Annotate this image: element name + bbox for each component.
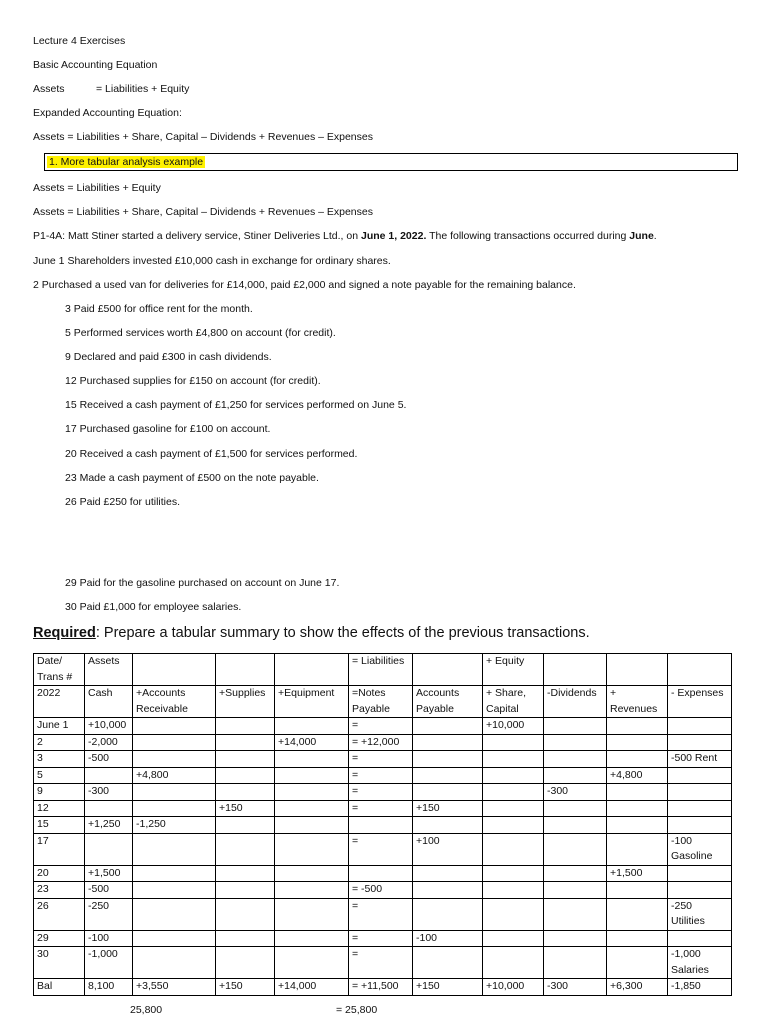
table-cell [607, 751, 668, 768]
problem-end: . [653, 230, 657, 242]
table-cell [85, 800, 133, 817]
table-cell [133, 882, 216, 899]
problem-date: June 1, 2022. [360, 230, 427, 242]
table-cell: -300 [544, 784, 607, 801]
transaction-15: 15 Received a cash payment of £1,250 for services performed on June 5. [65, 399, 407, 411]
table-cell [349, 817, 413, 834]
table-cell: +4,800 [133, 767, 216, 784]
table-cell [413, 734, 483, 751]
table-cell: = +11,500 [349, 979, 413, 996]
table-cell [544, 734, 607, 751]
table-cell [85, 767, 133, 784]
basic-equation [33, 83, 189, 95]
table-cell: 3 [34, 751, 85, 768]
table-cell [607, 882, 668, 899]
table-cell [216, 947, 275, 979]
table-cell: 5 [34, 767, 85, 784]
expanded-equation-heading: Expanded Accounting Equation: [33, 107, 182, 119]
table-cell [275, 898, 349, 930]
table-cell: Assets [85, 654, 133, 686]
table-cell: -1,850 [668, 979, 732, 996]
table-cell: +10,000 [483, 718, 544, 735]
required-text: : Prepare a tabular summary to show the effects of the previous transactions. [95, 625, 590, 641]
tabular-summary-table [33, 653, 732, 996]
equation-assets: Assets [33, 83, 65, 95]
total-claims: = 25,800 [336, 1004, 378, 1016]
table-cell: = [349, 898, 413, 930]
table-cell: -500 Rent [668, 751, 732, 768]
table-cell [413, 898, 483, 930]
equation-rhs: = Liabilities + Equity [96, 83, 190, 95]
table-cell [668, 817, 732, 834]
table-cell [133, 654, 216, 686]
table-cell: =Notes Payable [349, 686, 413, 718]
table-cell: Cash [85, 686, 133, 718]
problem-pre: P1-4A: Matt Stiner started a delivery service, Stiner Deliveries Ltd., on [33, 230, 361, 242]
table-cell: -100 [85, 930, 133, 947]
table-cell [668, 654, 732, 686]
table-cell: = [349, 767, 413, 784]
table-cell [275, 784, 349, 801]
table-cell: -500 [85, 882, 133, 899]
table-cell: 29 [34, 930, 85, 947]
table-cell: + Share, Capital [483, 686, 544, 718]
table-cell: +3,550 [133, 979, 216, 996]
table-cell: 2 [34, 734, 85, 751]
table-cell: +100 [413, 833, 483, 865]
table-cell [668, 865, 732, 882]
table-cell [413, 817, 483, 834]
table-cell [544, 654, 607, 686]
table-cell [607, 784, 668, 801]
table-cell: 17 [34, 833, 85, 865]
table-cell: 8,100 [85, 979, 133, 996]
table-cell [275, 767, 349, 784]
table-cell: +14,000 [275, 734, 349, 751]
table-cell: = [349, 833, 413, 865]
table-cell [413, 865, 483, 882]
table-cell [275, 865, 349, 882]
table-cell: = [349, 784, 413, 801]
table-cell: -1,000 [85, 947, 133, 979]
table-cell [133, 865, 216, 882]
problem-statement [33, 230, 657, 242]
table-row [34, 882, 732, 899]
equation-line-1: Assets = Liabilities + Equity [33, 182, 161, 194]
table-cell: -1,250 [133, 817, 216, 834]
table-cell [216, 898, 275, 930]
table-cell: = [349, 930, 413, 947]
table-cell [216, 930, 275, 947]
table-cell: -1,000 Salaries [668, 947, 732, 979]
table-cell [544, 800, 607, 817]
table-cell [275, 882, 349, 899]
basic-equation-heading: Basic Accounting Equation [33, 59, 158, 71]
table-cell: = Liabilities [349, 654, 413, 686]
table-cell: 20 [34, 865, 85, 882]
table-row [34, 800, 732, 817]
table-cell [216, 784, 275, 801]
table-cell [216, 882, 275, 899]
table-row [34, 947, 732, 979]
table-cell [133, 930, 216, 947]
table-cell [413, 767, 483, 784]
table-cell [607, 898, 668, 930]
table-cell [668, 767, 732, 784]
table-cell: -300 [544, 979, 607, 996]
table-row [34, 718, 732, 735]
table-cell [216, 734, 275, 751]
table-row [34, 734, 732, 751]
table-cell [483, 833, 544, 865]
table-cell [483, 898, 544, 930]
table-cell: -250 [85, 898, 133, 930]
table-cell: +150 [216, 979, 275, 996]
table-cell [133, 833, 216, 865]
table-cell [483, 947, 544, 979]
table-cell: 9 [34, 784, 85, 801]
table-cell: -Dividends [544, 686, 607, 718]
table-cell: = +12,000 [349, 734, 413, 751]
table-row [34, 898, 732, 930]
table-cell [483, 865, 544, 882]
table-cell [544, 767, 607, 784]
table-cell [607, 817, 668, 834]
table-header-row [34, 654, 732, 686]
table-cell [668, 784, 732, 801]
table-cell: = -500 [349, 882, 413, 899]
table-cell [483, 882, 544, 899]
table-cell [483, 734, 544, 751]
table-cell [483, 767, 544, 784]
table-cell [544, 898, 607, 930]
transaction-29: 29 Paid for the gasoline purchased on account on June 17. [65, 577, 340, 589]
table-cell: +14,000 [275, 979, 349, 996]
table-cell: +Supplies [216, 686, 275, 718]
table-cell [668, 800, 732, 817]
table-cell [668, 882, 732, 899]
table-cell: = [349, 718, 413, 735]
table-cell: = [349, 800, 413, 817]
table-cell: +150 [413, 800, 483, 817]
table-cell [607, 734, 668, 751]
expanded-equation: Assets = Liabilities + Share, Capital – Dividends + Revenues – Expenses [33, 131, 373, 143]
table-cell [413, 947, 483, 979]
table-cell: June 1 [34, 718, 85, 735]
transaction-20: 20 Received a cash payment of £1,500 for services performed. [65, 448, 358, 460]
table-cell: -100 Gasoline [668, 833, 732, 865]
table-cell: = [349, 947, 413, 979]
table-cell [544, 833, 607, 865]
required-instruction [33, 625, 590, 641]
table-cell: 23 [34, 882, 85, 899]
table-cell [668, 930, 732, 947]
table-cell [275, 833, 349, 865]
transaction-26: 26 Paid £250 for utilities. [65, 496, 180, 508]
table-cell [483, 817, 544, 834]
transaction-june-1: June 1 Shareholders invested £10,000 cash in exchange for ordinary shares. [33, 255, 391, 267]
table-cell [133, 898, 216, 930]
table-cell [483, 800, 544, 817]
table-cell [275, 800, 349, 817]
table-cell [216, 865, 275, 882]
table-cell: +1,500 [607, 865, 668, 882]
table-cell: = [349, 751, 413, 768]
table-cell [413, 718, 483, 735]
table-cell [216, 767, 275, 784]
problem-mid: The following transactions occurred during [426, 230, 630, 242]
table-row [34, 865, 732, 882]
table-cell [275, 751, 349, 768]
table-cell [413, 784, 483, 801]
table-cell: -250 Utilities [668, 898, 732, 930]
table-cell [216, 654, 275, 686]
table-cell [483, 751, 544, 768]
table-cell [544, 718, 607, 735]
table-cell [275, 718, 349, 735]
transaction-2: 2 Purchased a used van for deliveries for £14,000, paid £2,000 and signed a note payable for the remaining balance. [33, 279, 576, 291]
table-cell: + Revenues [607, 686, 668, 718]
transaction-9: 9 Declared and paid £300 in cash dividends. [65, 351, 272, 363]
table-row [34, 930, 732, 947]
table-cell [275, 947, 349, 979]
table-cell [216, 751, 275, 768]
table-row [34, 751, 732, 768]
table-cell [544, 817, 607, 834]
table-cell: +1,250 [85, 817, 133, 834]
table-cell [607, 833, 668, 865]
table-cell: +6,300 [607, 979, 668, 996]
doc-title: Lecture 4 Exercises [33, 35, 126, 47]
table-cell: +1,500 [85, 865, 133, 882]
table-cell [668, 734, 732, 751]
table-cell: 15 [34, 817, 85, 834]
table-cell [544, 882, 607, 899]
equation-line-2: Assets = Liabilities + Share, Capital – Dividends + Revenues – Expenses [33, 206, 373, 218]
table-cell [483, 784, 544, 801]
table-cell [216, 833, 275, 865]
table-cell: Date/ Trans # [34, 654, 85, 686]
transaction-5: 5 Performed services worth £4,800 on account (for credit). [65, 327, 336, 339]
table-cell [85, 833, 133, 865]
table-cell: +150 [413, 979, 483, 996]
table-cell [607, 654, 668, 686]
table-cell [275, 817, 349, 834]
table-cell [275, 654, 349, 686]
table-cell: +Equipment [275, 686, 349, 718]
table-cell: 26 [34, 898, 85, 930]
transaction-17: 17 Purchased gasoline for £100 on account. [65, 423, 271, 435]
transaction-12: 12 Purchased supplies for £150 on account (for credit). [65, 375, 321, 387]
table-cell [133, 718, 216, 735]
table-row [34, 817, 732, 834]
transaction-30: 30 Paid £1,000 for employee salaries. [65, 601, 242, 613]
required-label: Required [33, 625, 96, 641]
table-cell [413, 751, 483, 768]
table-cell [544, 947, 607, 979]
table-cell [544, 751, 607, 768]
table-cell: -2,000 [85, 734, 133, 751]
table-cell: 12 [34, 800, 85, 817]
table-cell [544, 865, 607, 882]
table-cell [413, 882, 483, 899]
table-cell [275, 930, 349, 947]
table-cell [133, 784, 216, 801]
table-cell: 2022 [34, 686, 85, 718]
table-cell [216, 817, 275, 834]
table-cell [133, 751, 216, 768]
table-cell [668, 718, 732, 735]
table-header-row [34, 686, 732, 718]
table-cell [607, 930, 668, 947]
table-cell: 30 [34, 947, 85, 979]
total-assets: 25,800 [130, 1004, 163, 1016]
table-cell [216, 718, 275, 735]
table-cell: Accounts Payable [413, 686, 483, 718]
table-row [34, 833, 732, 865]
transaction-23: 23 Made a cash payment of £500 on the note payable. [65, 472, 319, 484]
table-cell [413, 654, 483, 686]
table-cell: + Equity [483, 654, 544, 686]
table-cell [544, 930, 607, 947]
callout-text: 1. More tabular analysis example [49, 156, 204, 168]
table-cell [607, 800, 668, 817]
section-callout [44, 153, 738, 171]
table-cell [607, 718, 668, 735]
table-cell [133, 734, 216, 751]
problem-month: June [629, 230, 654, 242]
table-cell: +4,800 [607, 767, 668, 784]
table-cell: +Accounts Receivable [133, 686, 216, 718]
transaction-3: 3 Paid £500 for office rent for the month. [65, 303, 253, 315]
table-row [34, 979, 732, 996]
table-cell: +150 [216, 800, 275, 817]
table-cell: Bal [34, 979, 85, 996]
table-cell [133, 800, 216, 817]
table-cell: +10,000 [85, 718, 133, 735]
table-cell: - Expenses [668, 686, 732, 718]
table-cell [133, 947, 216, 979]
table-cell: +10,000 [483, 979, 544, 996]
table-cell [607, 947, 668, 979]
table-row [34, 767, 732, 784]
table-cell: -500 [85, 751, 133, 768]
table-cell [349, 865, 413, 882]
table-cell: -100 [413, 930, 483, 947]
table-cell [483, 930, 544, 947]
table-cell: -300 [85, 784, 133, 801]
table-row [34, 784, 732, 801]
